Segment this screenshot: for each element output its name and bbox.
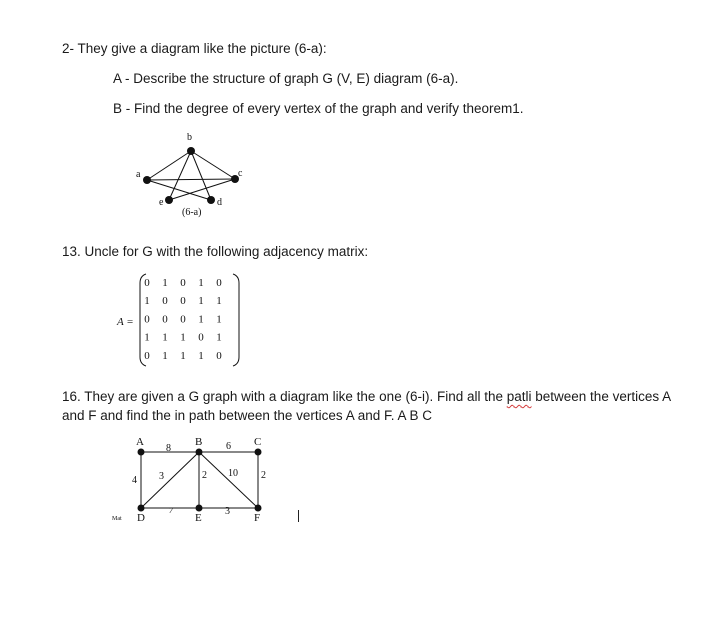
matrix-cell-r1-c3: 0: [180, 277, 186, 289]
matrix-cell-r5-c4: 1: [198, 349, 204, 362]
weight-BE: 2: [202, 470, 207, 481]
matrix-cell-r5-c1: 0: [144, 349, 150, 362]
weight-AE: 3: [159, 471, 164, 482]
vertex-B: [196, 449, 203, 456]
matrix-label: A =: [117, 316, 134, 328]
weight-BF: 10: [228, 468, 238, 479]
edge-B-F: [199, 452, 258, 508]
matrix-cell-r3-c2: 0: [162, 313, 168, 326]
matrix-cell-r4-c5: 1: [216, 331, 222, 344]
vertex-C-label: C: [254, 436, 262, 448]
edge-D-B: [141, 452, 199, 508]
matrix-cell-r2-c2: 0: [162, 295, 168, 308]
matrix-cell-r4-c3: 1: [180, 331, 186, 344]
vertex-c-label: c: [238, 168, 243, 179]
weight-AB: 8: [166, 443, 171, 454]
matrix-cell-r2-c5: 1: [216, 295, 222, 308]
problem2-heading: 2- They give a diagram like the picture (6-a):: [62, 41, 327, 56]
text-cursor: [298, 510, 299, 522]
vertex-F-label: F: [254, 512, 261, 524]
weight-AD: 4: [132, 475, 137, 486]
vertex-A-label: A: [136, 436, 144, 448]
vertex-C: [255, 449, 262, 456]
problem16-line1-before: 16. They are given a G graph with a diagram like the one (6-i). Find all the: [62, 389, 507, 404]
matrix-cell-r2-c3: 0: [180, 295, 186, 308]
matrix-cell-r2-c4: 1: [198, 295, 204, 308]
vertex-E: [196, 505, 203, 512]
vertex-A: [138, 449, 145, 456]
matrix-cell-r1-c1: 0: [144, 277, 150, 289]
vertex-B-label: B: [195, 436, 203, 448]
problem16-line1-after: between the vertices A: [531, 389, 672, 404]
problem2-part-a: A - Describe the structure of graph G (V, E) diagram (6-a).: [113, 71, 459, 86]
vertex-D: [138, 505, 145, 512]
vertex-a-label: a: [136, 169, 141, 180]
weight-DE: 7: [169, 506, 173, 515]
matrix-cell-r4-c4: 0: [198, 331, 204, 344]
vertex-d-label: d: [217, 197, 222, 208]
matrix-cell-r4-c1: 1: [144, 331, 150, 344]
matrix-cell-r3-c5: 1: [216, 313, 222, 326]
problem16-misspelled-word: patli: [506, 389, 532, 404]
problem2-part-b: B - Find the degree of every vertex of the graph and verify theorem1.: [113, 101, 524, 116]
matrix-cell-r1-c2: 1: [162, 277, 168, 289]
vertex-E-label: E: [195, 512, 202, 524]
matrix-cell-r3-c3: 0: [180, 313, 186, 326]
problem13-heading: 13. Uncle for G with the following adjacency matrix:: [62, 244, 369, 259]
vertex-e-label: e: [159, 197, 164, 208]
matrix-cell-r3-c4: 1: [198, 313, 204, 326]
graph-6a-caption: (6-a): [182, 207, 202, 218]
matrix-cell-r1-c5: 0: [216, 277, 222, 289]
matrix-cell-r5-c2: 1: [162, 349, 168, 362]
matrix-cell-r2-c1: 1: [144, 295, 150, 308]
fragment-text: Mat: [112, 516, 122, 522]
matrix-cell-r4-c2: 1: [162, 331, 168, 344]
matrix-cell-r3-c1: 0: [144, 313, 150, 326]
problem16-line2: and F and find the in path between the vertices A and F. A B C: [62, 408, 432, 423]
matrix-cell-r5-c3: 1: [180, 349, 186, 362]
vertex-F: [255, 505, 262, 512]
vertex-D-label: D: [137, 512, 145, 524]
matrix-cell-r1-c4: 1: [198, 277, 204, 289]
weight-BC: 6: [226, 441, 231, 452]
vertex-b-label: b: [187, 132, 192, 143]
weight-EF: 3: [225, 506, 230, 517]
weight-CF: 2: [261, 470, 266, 481]
matrix-cell-r5-c5: 0: [216, 349, 222, 362]
